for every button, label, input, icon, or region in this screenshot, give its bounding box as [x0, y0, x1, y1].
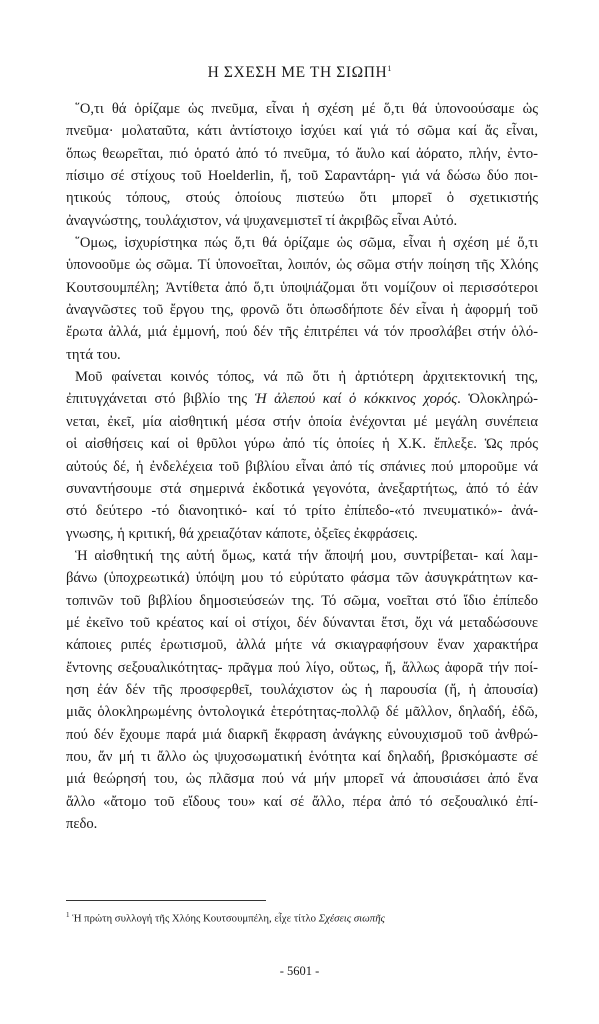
text-line: ηση ἐάν δέν τῆς προσφερθεῖ, τουλάχιστον ὡς ἡ παρουσία (ἤ, ἡ ἀπουσία)	[66, 681, 538, 698]
paragraph	[66, 545, 538, 835]
text-line: τοπινῶν τοῦ βιβλίου δημοσιεύσεών της. Τό σῶμα, νοεῖται στό ἴδιο ἐπίπεδο	[66, 592, 538, 609]
text-line: μιᾶς ὁλοκληρωμένης ὀντολογικά ἑτερότητας-πολλῷ δέ μᾶλλον, δηλαδή, ἐδῶ,	[66, 704, 538, 721]
text-line: πνεῦμα· μολαταῦτα, κάτι ἀντίστοιχο ἰσχύει καί γιά τό σῶμα καί ἄς εἶναι,	[66, 123, 538, 140]
text-line: Ἡ αἰσθητική της αὐτή ὅμως, κατά τήν ἄποψή μου, συντρίβεται- καί λαμ-	[75, 547, 538, 564]
title-footnote-mark: 1	[387, 64, 392, 73]
title-text: Η ΣΧΕΣΗ ΜΕ ΤΗ ΣΙΩΠΗ	[207, 64, 388, 82]
text-line: που, ἄν μή τι ἄλλο ὡς ψυχοσωματική ἑνότητα καί δηλαδή, βρισκόμαστε σέ	[66, 748, 538, 765]
text-line: πίσιμο σέ στίχους τοῦ Hoelderlin, ἤ, τοῦ Σαραντάρη- γιά νά δώσω δύο ποι-	[66, 168, 538, 185]
footnote-divider	[66, 900, 266, 901]
text-line: πού δέν ἔχουμε παρά μιά διαρκῆ ἔκφραση ἀνάγκης εὐνουχισμοῦ τοῦ ἀνθρώ-	[66, 726, 538, 743]
text-line: συναντήσουμε στά σημερινά ἐκδοτικά γεγονότα, ἀνεξαρτήτως, ἀπό τό ἐάν	[66, 480, 538, 497]
text-line: οἱ αἰσθήσεις καί οἱ θρῦλοι γύρω ἀπό τίς ὁποίες ἡ Χ.Κ. ἔπλεξε. Ὡς πρός	[66, 436, 538, 453]
page-number: - 5601 -	[279, 964, 320, 978]
text-line: στό δεύτερο -τό διανοητικό- καί τό τρίτο ἐπίπεδο-«τό πνευματικό»- ἀνά-	[66, 503, 538, 520]
page-title	[0, 64, 599, 82]
footnote-text: Ἡ πρώτη συλλογή τῆς Χλόης Κουτσουμπέλη, εἶχε τίτλο	[69, 912, 319, 925]
article-body	[66, 98, 538, 835]
text-line: Μοῦ φαίνεται κοινός τόπος, νά πῶ ὅτι ἡ ἀρτιότερη ἀρχιτεκτονική της,	[75, 369, 538, 386]
footnote-mark: 1	[66, 911, 70, 919]
text-line: ἔντονης σεξουαλικότητας- πρᾶγμα πού λίγο, οὕτως, ἤ, ἄλλως ἀφορᾶ τήν ποί-	[66, 659, 538, 676]
text-line: μέ ἐκεῖνο τοῦ κρέατος καί οἱ στίχοι, δέν δύνανται ἔτσι, ὄχι νά μεταδώσουνε	[66, 614, 538, 631]
text-line: ἄλλο «ἄτομο τοῦ εἴδους του» καί σέ ἄλλο, πέρα ἀπό τό σεξουαλικό ἐπί-	[66, 793, 538, 810]
text-line: αὐτούς δέ, ἡ ἐνδελέχεια τοῦ βιβλίου εἶναι ἀπό τίς σπάνιες πού μποροῦμε νά	[66, 458, 538, 475]
text-line: ητικούς τόπους, στούς ὁποίους πιστεύω ὅτι μπορεῖ ὁ σχετικιστής	[66, 190, 538, 207]
paragraph	[66, 98, 538, 232]
text-line: βάνω (ὑποχρεωτικά) ὑπόψη μου τό εὐρύτατο φάσμα τῶν ἀσυγκράτητων κα-	[66, 570, 538, 587]
footnote-book-title: Σχέσεις σιωπῆς	[318, 912, 385, 925]
text-line: ὅπως θεωρεῖται, πιό ὁρατό ἀπό τό πνεῦμα, τό ἄυλο καί ἀόρατο, πλήν, ἐντο-	[66, 145, 538, 162]
paragraph	[66, 232, 538, 366]
text-line: τητά του.	[66, 346, 121, 363]
text-line: ἔρωτα ἀλλά, μιά ἐμμονή, πού δέν τῆς ἐπιτρέπει νά τόν προσλάβει στήν ὁλό-	[66, 324, 538, 341]
text-line: νεται, ἐκεῖ, μία αἰσθητική μέσα στήν ὁποία ἐνέχονται μέ μεγάλη συνέπεια	[66, 413, 538, 430]
text-line: μιά θεώρησή του, ὡς πλᾶσμα πού νά μήν μπορεῖ νά ἀπουσιάσει ἀπό ἕνα	[66, 771, 538, 788]
text-line: ἀναγνῶστες τοῦ ἔργου της, φρονῶ ὅτι ὁπωσδήποτε δέν εἶναι ἡ ἀφορμή τοῦ	[66, 302, 538, 319]
text-line: ἀναγνώστης, τουλάχιστον, νά ψυχανεμιστεῖ τί ἀκριβῶς εἶναι Αὐτό.	[66, 212, 458, 229]
text-line: ἐπιτυγχάνεται στό βιβλίο της Ἡ ἀλεπού καί ὁ κόκκινος χορός. Ὁλοκληρώ-	[66, 391, 538, 408]
text-line: πεδο.	[66, 816, 98, 832]
text-line: γνωσης, ἡ κριτική, θά χρειαζόταν κάποτε, ὀξεῖες ἐκφράσεις.	[66, 525, 418, 542]
text-line: ὑπονοοῦμε ὡς σῶμα. Τί ὑπονοεῖται, λοιπόν, ὡς σῶμα στήν ποίηση τῆς Χλόης	[66, 257, 538, 274]
text-line: Κουτσουμπέλη; Ἀντίθετα ἀπό ὅ,τι ὑποψιάζομαι ὅτι νομίζουν οἱ περισσότεροι	[66, 279, 538, 296]
paragraph	[66, 366, 538, 545]
footnote	[66, 908, 538, 926]
book-title: Ἡ ἀλεπού καί ὁ κόκκινος χορός	[254, 391, 458, 408]
text-line: ῞Ομως, ἰσχυρίστηκα πώς ὅ,τι θά ὁρίζαμε ὡς σῶμα, εἶναι ἡ σχέση μέ ὅ,τι	[75, 235, 538, 252]
text-line: ῞Ο,τι θά ὁρίζαμε ὡς πνεῦμα, εἶναι ἡ σχέση μέ ὅ,τι θά ὑπονοούσαμε ὡς	[75, 101, 538, 117]
text-line: κάποιες ριπές ἐρωτισμοῦ, ἀλλά μήτε νά σκιαγραφήσουν ἕναν χαρακτήρα	[66, 637, 538, 654]
